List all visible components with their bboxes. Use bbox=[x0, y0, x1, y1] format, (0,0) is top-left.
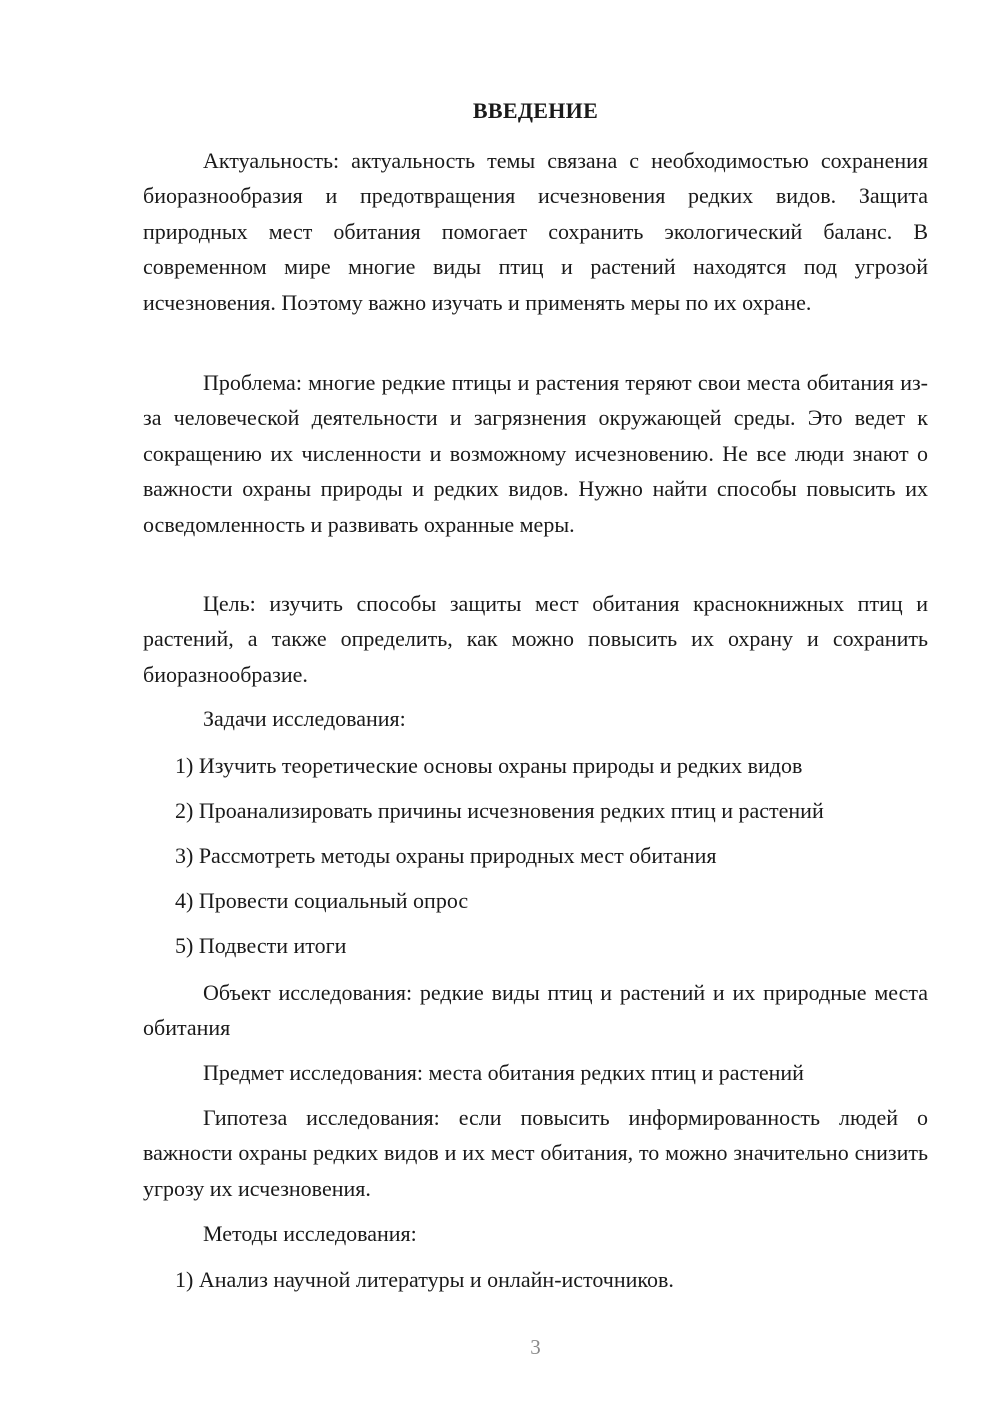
list-item: 2) Проанализировать причины исчезновения редких птиц и растений bbox=[175, 798, 824, 823]
page-number: 3 bbox=[530, 1335, 541, 1359]
list-item: 1) Изучить теоретические основы охраны природы и редких видов bbox=[175, 753, 803, 778]
tasks-heading: Задачи исследования: bbox=[203, 706, 406, 731]
paragraph-hypothesis: Гипотеза исследования: если повысить информированность людей о важности охраны редких видов и их мест обитания, то можно значительно снизить угрозу их исчезновения. bbox=[143, 1105, 928, 1201]
paragraph-relevance: Актуальность: актуальность темы связана с необходимостью сохранения биоразнообразия и предотвращения исчезновения редких видов. Защита природных мест обитания помогает сохранить экологический баланс. В современном мире многие виды птиц и растений находятся под угрозой исчезновения. Поэтому важно изучать и применять меры по их охране. bbox=[143, 148, 928, 315]
list-item: 5) Подвести итоги bbox=[175, 933, 347, 958]
paragraph-problem: Проблема: многие редкие птицы и растения теряют свои места обитания из-за человеческой деятельности и загрязнения окружающей среды. Это ведет к сокращению их численности и возможному исчезновению. Не все люди знают о важности охраны природы и редких видов. Нужно найти способы повысить их осведомленность и развивать охранные меры. bbox=[143, 370, 928, 537]
paragraph-subject: Предмет исследования: места обитания редких птиц и растений bbox=[203, 1060, 804, 1085]
paragraph-object: Объект исследования: редкие виды птиц и растений и их природные места обитания bbox=[143, 980, 928, 1041]
list-item: 1) Анализ научной литературы и онлайн-источников. bbox=[175, 1267, 674, 1292]
list-item: 3) Рассмотреть методы охраны природных мест обитания bbox=[175, 843, 717, 868]
section-title: ВВЕДЕНИЕ bbox=[472, 98, 599, 123]
paragraph-goal: Цель: изучить способы защиты мест обитания краснокнижных птиц и растений, а также определить, как можно повысить их охрану и сохранить биоразнообразие. bbox=[143, 591, 928, 687]
methods-heading: Методы исследования: bbox=[203, 1221, 417, 1246]
list-item: 4) Провести социальный опрос bbox=[175, 888, 469, 913]
